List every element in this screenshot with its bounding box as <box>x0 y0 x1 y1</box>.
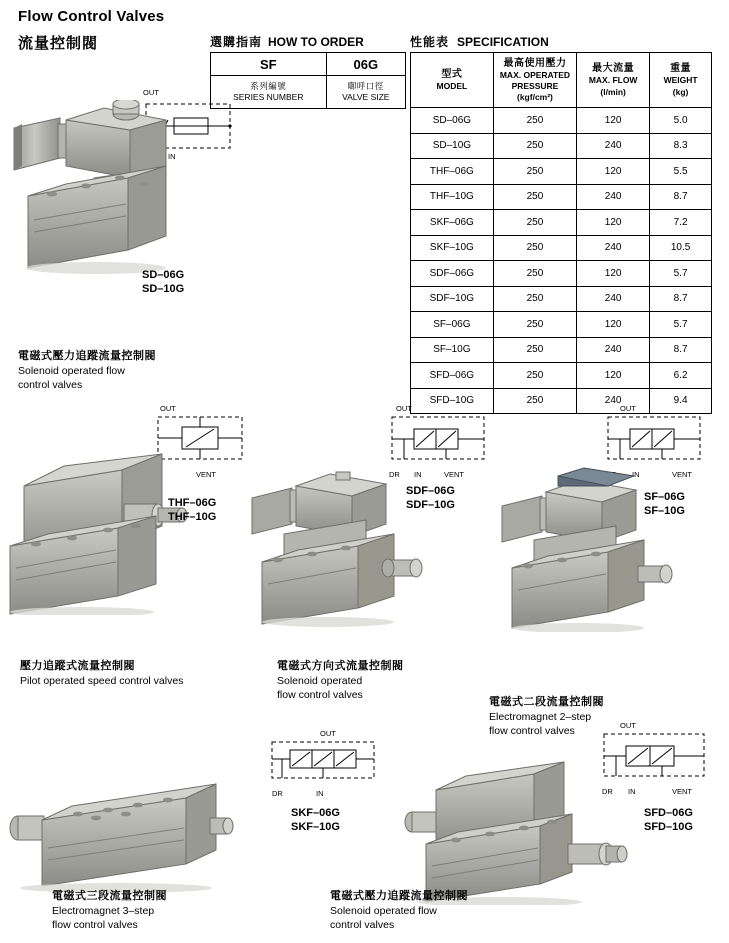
symbol-port-label-dr-sfd: DR <box>602 787 613 796</box>
table-row: SFD–10G 250 240 9.4 <box>411 388 712 414</box>
model-label-sf <box>644 490 685 519</box>
caption-sdf: 電磁式方向式流量控制閥 Solenoid operated flow control valves <box>277 660 404 702</box>
order-label-series-cn: 系列編號 <box>250 81 287 92</box>
hydraulic-symbol-skf-icon <box>268 738 378 790</box>
symbol-port-label-in-sdf: IN <box>414 470 422 479</box>
model-label-sdf-line2: SDF–10G <box>406 499 455 512</box>
table-row: SD–10G 250 240 8.3 <box>411 133 712 159</box>
table-row: SDF–10G 250 240 8.7 <box>411 286 712 312</box>
model-label-sfd-line1: SFD–06G <box>644 807 693 819</box>
spec-col-pressure: 最高使用壓力 MAX. OPERATED PRESSURE (kgf/cm²) <box>493 53 576 108</box>
page-title-cn: 流量控制閥 <box>18 35 99 52</box>
table-row: SKF–10G 250 240 10.5 <box>411 235 712 261</box>
spec-col-weight: 重量 WEIGHT (kg) <box>650 53 712 108</box>
model-label-thf-line2: THF–10G <box>168 511 217 524</box>
caption-sf: 電磁式二段流量控制閥 Electromagnet 2–step flow control valves <box>489 696 604 738</box>
product-photo-sfd <box>400 760 630 905</box>
how-to-order-table <box>210 52 406 109</box>
model-label-sdf-line1: SDF–06G <box>406 485 455 497</box>
order-label-size <box>326 76 405 109</box>
order-code-row <box>211 53 406 76</box>
spec-body <box>411 108 712 414</box>
model-label-sd <box>142 268 184 297</box>
spec-col-model: 型式 MODEL <box>411 53 494 108</box>
model-label-sfd <box>644 806 693 835</box>
symbol-port-label-vent-sf: VENT <box>672 470 693 479</box>
product-photo-skf <box>4 770 234 900</box>
symbol-port-label-out-thf: OUT <box>160 404 176 413</box>
symbol-port-label-vent-thf: VENT <box>196 470 217 479</box>
specification-table <box>410 52 712 414</box>
symbol-port-label-in-sd: IN <box>168 152 176 161</box>
table-row: SKF–06G 250 120 7.2 <box>411 210 712 236</box>
symbol-port-label-out-sd: OUT <box>143 88 159 97</box>
caption-skf: 電磁式三段流量控制閥 Electromagnet 3–step flow control valves <box>52 890 167 932</box>
symbol-port-label-out-sf: OUT <box>620 404 636 413</box>
specification-heading-en: SPECIFICATION <box>457 35 549 49</box>
symbol-port-label-vent-sfd: VENT <box>672 787 693 796</box>
table-row: SF–10G 250 240 8.7 <box>411 337 712 363</box>
how-to-order-heading <box>210 33 364 50</box>
order-label-size-en: VALVE SIZE <box>342 92 390 102</box>
model-label-sd-line1: SD–06G <box>142 269 185 281</box>
table-row: SFD–06G 250 120 6.2 <box>411 363 712 389</box>
model-label-thf <box>168 496 216 525</box>
order-label-size-cn: 啣呼口徑 <box>347 81 384 92</box>
product-photo-thf <box>6 450 196 615</box>
symbol-port-label-dr-sdf: DR <box>389 470 400 479</box>
model-label-sdf <box>406 484 455 513</box>
caption-thf: 壓力追蹤式流量控制閥 Pilot operated speed control valves <box>20 660 184 687</box>
caption-sd: 電磁式壓力追蹤流量控制閥 Solenoid operated flow control valves <box>18 350 156 392</box>
order-code-size: 06G <box>326 53 405 76</box>
specification-heading <box>410 33 549 50</box>
caption-sfd: 電磁式壓力追蹤流量控制閥 Solenoid operated flow control valves <box>330 890 468 932</box>
symbol-port-label-dr-skf: DR <box>272 789 283 798</box>
product-photo-sd <box>8 100 188 275</box>
specification-heading-cn: 性能表 <box>410 35 450 49</box>
symbol-port-label-out-sdf: OUT <box>396 404 412 413</box>
symbol-port-label-in-sfd: IN <box>628 787 636 796</box>
model-label-skf-line2: SKF–10G <box>291 821 340 834</box>
symbol-port-label-out-skf: OUT <box>320 729 336 738</box>
order-label-series-en: SERIES NUMBER <box>233 92 304 102</box>
table-row: THF–06G 250 120 5.5 <box>411 159 712 185</box>
model-label-skf <box>291 806 340 835</box>
spec-header-row <box>411 53 712 108</box>
symbol-port-label-out-sfd: OUT <box>620 721 636 730</box>
table-row: SDF–06G 250 120 5.7 <box>411 261 712 287</box>
order-code-series: SF <box>211 53 327 76</box>
table-row: SF–06G 250 120 5.7 <box>411 312 712 338</box>
order-label-row <box>211 76 406 109</box>
how-to-order-heading-en: HOW TO ORDER <box>268 35 364 49</box>
how-to-order-heading-cn: 選購指南 <box>210 35 263 49</box>
model-label-sd-line2: SD–10G <box>142 283 185 296</box>
page-title-en: Flow Control Valves <box>18 8 165 25</box>
model-label-skf-line1: SKF–06G <box>291 807 340 819</box>
symbol-port-label-in-skf: IN <box>316 789 324 798</box>
symbol-port-label-in-sf: IN <box>632 470 640 479</box>
table-row: SD–06G 250 120 5.0 <box>411 108 712 134</box>
spec-col-flow: 最大流量 MAX. FLOW (l/min) <box>577 53 650 108</box>
model-label-sf-line1: SF–06G <box>644 491 685 503</box>
model-label-sfd-line2: SFD–10G <box>644 821 693 834</box>
product-photo-sf <box>498 462 688 632</box>
model-label-thf-line1: THF–06G <box>168 497 217 509</box>
table-row: THF–10G 250 240 8.7 <box>411 184 712 210</box>
symbol-port-label-vent-sdf: VENT <box>444 470 465 479</box>
model-label-sf-line2: SF–10G <box>644 505 685 518</box>
